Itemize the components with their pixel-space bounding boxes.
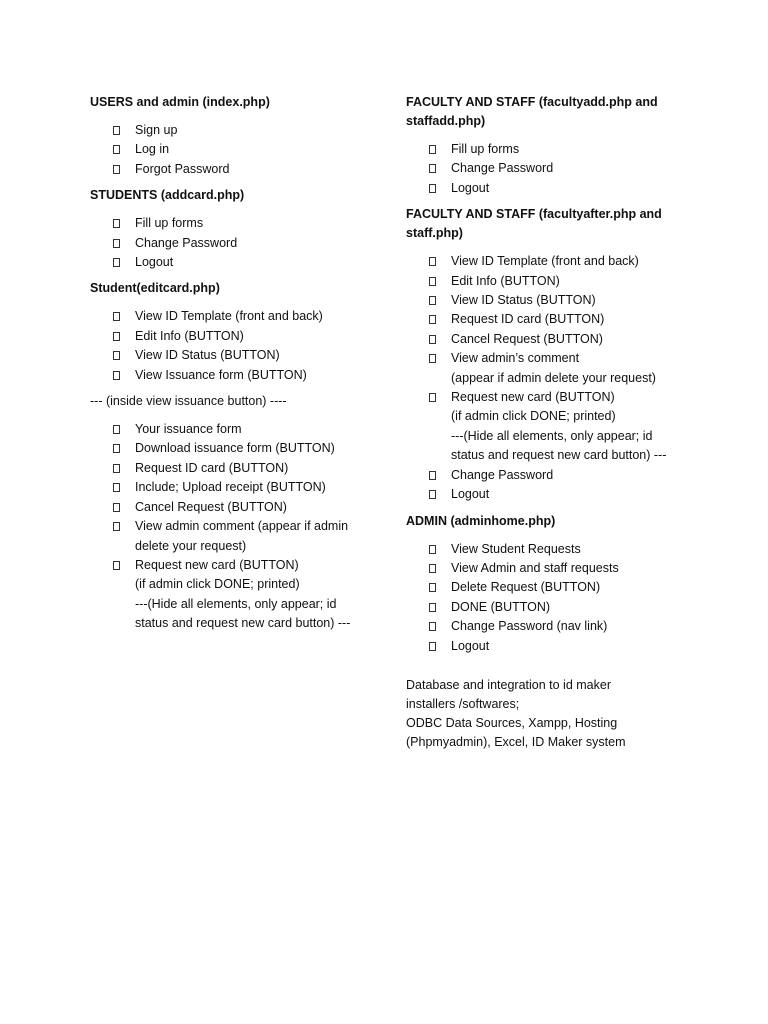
checkbox-icon: [113, 126, 120, 135]
checklist-item: [406, 330, 686, 349]
checklist-item: [90, 439, 380, 458]
checklist-item: [406, 349, 686, 388]
checklist-item-text: ---(Hide all elements, only appear; id: [135, 596, 337, 611]
checklist-item: [90, 214, 380, 233]
checkbox-icon: [429, 583, 436, 592]
checklist-item-text: View Admin and staff requests: [451, 560, 619, 575]
database-note-line: Database and integration to id maker: [406, 677, 611, 692]
checkbox-icon: [113, 165, 120, 174]
checklist-item-text: Fill up forms: [135, 216, 204, 231]
right-column: [406, 93, 686, 752]
database-note-line: installers /softwares;: [406, 696, 520, 711]
checkbox-icon: [113, 239, 120, 248]
checklist-item-text: Cancel Request (BUTTON): [135, 499, 287, 514]
checklist-item-text: Your issuance form: [135, 422, 242, 437]
checklist-item-text: Change Password: [451, 161, 554, 176]
checkbox-icon: [429, 393, 436, 402]
checklist-item-text: Logout: [135, 255, 174, 270]
checklist-item-text: delete your request): [135, 538, 247, 553]
checkbox-icon: [113, 371, 120, 380]
section-heading-line: FACULTY AND STAFF (facultyafter.php and: [406, 207, 662, 222]
checkbox-icon: [113, 425, 120, 434]
checklist-item: [90, 140, 380, 159]
checkbox-icon: [429, 490, 436, 499]
checklist-item-text: (appear if admin delete your request): [451, 370, 656, 385]
checklist-item-text: Forgot Password: [135, 161, 230, 176]
checkbox-icon: [113, 351, 120, 360]
checklist-item: [90, 346, 380, 365]
checkbox-icon: [429, 277, 436, 286]
checklist-item-text: Logout: [451, 487, 490, 502]
checkbox-icon: [429, 354, 436, 363]
checklist-item-text: Request ID card (BUTTON): [451, 312, 605, 327]
database-notes: [406, 676, 686, 752]
checklist-item: [90, 160, 380, 179]
checklist-item: [406, 140, 686, 159]
checklist-item-text: View admin’s comment: [451, 351, 580, 366]
issuance-note: --- (inside view issuance button) ----: [90, 394, 287, 409]
checklist-item-text: Logout: [451, 180, 490, 195]
checklist-item: [406, 617, 686, 636]
checklist-item: [406, 159, 686, 178]
checklist-item-text: Sign up: [135, 123, 178, 137]
checklist-item: [90, 556, 380, 634]
checkbox-icon: [113, 332, 120, 341]
checkbox-icon: [113, 219, 120, 228]
checkbox-icon: [429, 545, 436, 554]
checkbox-icon: [429, 257, 436, 266]
checklist-item: [90, 478, 380, 497]
checklist-item: [406, 485, 686, 504]
section-heading-line: staff.php): [406, 226, 463, 241]
checklist-item-text: View ID Template (front and back): [451, 254, 639, 269]
checklist-item-text: (if admin click DONE; printed): [451, 409, 616, 424]
checklist-item: [90, 420, 380, 439]
checklist-item-text: Change Password (nav link): [451, 619, 608, 634]
checkbox-icon: [113, 464, 120, 473]
checklist-item-text: Include; Upload receipt (BUTTON): [135, 480, 326, 495]
checkbox-icon: [429, 564, 436, 573]
checklist-item-text: Delete Request (BUTTON): [451, 580, 601, 595]
checklist-item-text: View admin comment (appear if admin: [135, 519, 349, 534]
checklist-item: [406, 578, 686, 597]
checkbox-icon: [113, 444, 120, 453]
checklist-item: [90, 253, 380, 272]
checklist-item: [406, 179, 686, 198]
checklist: [90, 121, 380, 179]
checklist-item-text: status and request new card button) ---: [135, 616, 351, 631]
checkbox-icon: [429, 145, 436, 154]
checklist-item: [406, 598, 686, 617]
checklist-item-text: Change Password: [451, 467, 554, 482]
checklist: [406, 540, 686, 656]
section-heading: USERS and admin (index.php): [90, 95, 270, 109]
checklist-item: [90, 517, 380, 556]
checklist-item: [90, 234, 380, 253]
checklist-item: [406, 388, 686, 466]
checkbox-icon: [429, 296, 436, 305]
checklist-item-text: View ID Status (BUTTON): [451, 293, 596, 308]
checklist: [406, 252, 686, 504]
checklist-item: [90, 121, 380, 140]
checkbox-icon: [113, 561, 120, 570]
checkbox-icon: [429, 164, 436, 173]
checklist-item-text: (if admin click DONE; printed): [135, 577, 300, 592]
checkbox-icon: [113, 503, 120, 512]
section-heading-line: FACULTY AND STAFF (facultyadd.php and: [406, 95, 658, 109]
section-heading: Student(editcard.php): [90, 281, 220, 296]
checklist-item: [90, 307, 380, 326]
checklist-item-text: View ID Status (BUTTON): [135, 348, 280, 363]
left-column: [90, 93, 380, 641]
checklist-item-text: ---(Hide all elements, only appear; id: [451, 428, 653, 443]
checkbox-icon: [429, 603, 436, 612]
checkbox-icon: [429, 335, 436, 344]
checklist-item: [406, 559, 686, 578]
checklist-item-text: Request ID card (BUTTON): [135, 460, 289, 475]
section-heading: [406, 93, 686, 131]
database-note-line: (Phpmyadmin), Excel, ID Maker system: [406, 734, 626, 749]
checklist-item-text: View Issuance form (BUTTON): [135, 367, 307, 382]
checklist-item-text: View Student Requests: [451, 541, 581, 556]
database-note-line: ODBC Data Sources, Xampp, Hosting: [406, 715, 618, 730]
checkbox-icon: [429, 622, 436, 631]
section-heading-line: staffadd.php): [406, 114, 486, 128]
checklist-item-text: Cancel Request (BUTTON): [451, 331, 603, 346]
checkbox-icon: [113, 483, 120, 492]
checklist-item-text: View ID Template (front and back): [135, 309, 323, 324]
checklist-item: [406, 272, 686, 291]
checkbox-icon: [113, 522, 120, 531]
checklist: [406, 140, 686, 198]
checklist-item-text: Edit Info (BUTTON): [451, 273, 560, 288]
checklist-item-text: Request new card (BUTTON): [451, 390, 615, 405]
section-heading-line: ADMIN (adminhome.php): [406, 513, 556, 528]
checklist-item-text: Edit Info (BUTTON): [135, 328, 244, 343]
section-heading: STUDENTS (addcard.php): [90, 188, 245, 203]
checklist-item: [406, 252, 686, 271]
checkbox-icon: [429, 471, 436, 480]
checkbox-icon: [113, 258, 120, 267]
checklist-item-text: Change Password: [135, 235, 238, 250]
checklist-item: [90, 366, 380, 385]
checklist-item: [90, 498, 380, 517]
checklist-item: [406, 540, 686, 559]
checklist-item-text: Request new card (BUTTON): [135, 557, 299, 572]
checklist-item-text: Fill up forms: [451, 142, 520, 156]
checklist-item-text: status and request new card button) ---: [451, 448, 667, 463]
checklist: [90, 420, 380, 633]
checklist-item-text: DONE (BUTTON): [451, 599, 551, 614]
checklist-item: [406, 466, 686, 485]
checklist-item-text: Logout: [451, 638, 490, 653]
checklist: [90, 214, 380, 272]
checkbox-icon: [429, 315, 436, 324]
checklist-item: [90, 459, 380, 478]
checklist-item: [90, 327, 380, 346]
checkbox-icon: [429, 642, 436, 651]
checklist-item: [406, 310, 686, 329]
checklist: [90, 307, 380, 385]
checklist-item: [406, 291, 686, 310]
section-heading: [406, 512, 686, 531]
checkbox-icon: [113, 312, 120, 321]
checklist-item-text: Download issuance form (BUTTON): [135, 441, 335, 456]
checkbox-icon: [429, 184, 436, 193]
checklist-item-text: Log in: [135, 142, 170, 157]
checklist-item: [406, 637, 686, 656]
checkbox-icon: [113, 145, 120, 154]
section-heading: [406, 205, 686, 243]
